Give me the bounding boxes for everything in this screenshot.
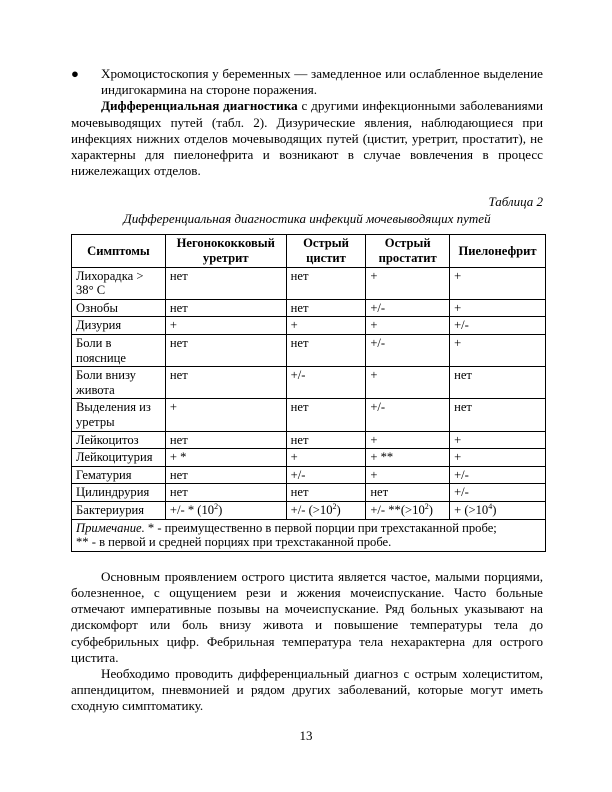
value-cell: нет bbox=[286, 431, 366, 449]
body-paragraph-1: Основным проявлением острого цистита является частое, малыми порциями, болезненное, с ощущением рези и жжения мочеиспускание. Часто больные отмечают императивные позывы на мочеиспускание. Ряд больных указывают на дискомфорт или боль внизу живота и повышение температуры тела до субфебрильных цифр. Фебрильная температура тела нехарактерна для острого цистита. bbox=[71, 568, 543, 665]
table-header-row bbox=[72, 235, 546, 267]
symptom-cell: Боли внизу живота bbox=[72, 367, 166, 399]
header-cell: Пиелонефрит bbox=[450, 235, 546, 267]
table-row bbox=[72, 484, 546, 502]
symptom-cell: Бактериурия bbox=[72, 501, 166, 519]
table-row bbox=[72, 267, 546, 299]
value-cell: + bbox=[286, 317, 366, 335]
value-cell: + * bbox=[165, 449, 286, 467]
bullet-text: Хромоцистоскопия у беременных — замедленное или ослабленное выделение индигокармина на стороне поражения. bbox=[101, 66, 543, 98]
value-cell: +/- bbox=[286, 367, 366, 399]
table-row bbox=[72, 299, 546, 317]
note-line-1: * - преимущественно в первой порции при трехстаканной пробе; bbox=[144, 520, 497, 535]
value-cell: +/- $(>10^2)$ bbox=[286, 501, 366, 519]
table-row bbox=[72, 399, 546, 431]
table-row bbox=[72, 367, 546, 399]
value-cell: +/- bbox=[366, 334, 450, 366]
value-cell: нет bbox=[165, 484, 286, 502]
value-cell: +/- bbox=[450, 317, 546, 335]
differential-heading: Дифференциальная диагностика bbox=[101, 98, 298, 114]
value-cell: + ** bbox=[366, 449, 450, 467]
value-cell: + bbox=[366, 466, 450, 484]
value-cell: нет bbox=[165, 299, 286, 317]
value-cell: нет bbox=[286, 334, 366, 366]
value-cell: нет bbox=[165, 466, 286, 484]
symptom-cell: Выделения из уретры bbox=[72, 399, 166, 431]
value-cell: нет bbox=[165, 367, 286, 399]
table-row bbox=[72, 317, 546, 335]
value-cell: + bbox=[165, 399, 286, 431]
table-row bbox=[72, 501, 546, 519]
diagnostics-table bbox=[71, 234, 546, 551]
value-cell: нет bbox=[450, 399, 546, 431]
value-cell: нет bbox=[165, 267, 286, 299]
value-cell: + bbox=[450, 431, 546, 449]
table-row bbox=[72, 431, 546, 449]
differential-paragraph bbox=[71, 98, 543, 179]
body-paragraph-2: Необходимо проводить дифференциальный диагноз с острым холециститом, аппендицитом, пневмонией и рядом других заболеваний, которые могут иметь сходную симптоматику. bbox=[71, 665, 543, 714]
symptom-cell: Лейкоцитоз bbox=[72, 431, 166, 449]
value-cell: +/- bbox=[366, 399, 450, 431]
symptom-cell: Гематурия bbox=[72, 466, 166, 484]
value-cell: +/- $**(>10^2)$ bbox=[366, 501, 450, 519]
value-cell: +/- bbox=[450, 484, 546, 502]
table-label: Таблица 2 bbox=[488, 194, 543, 210]
value-cell: + bbox=[366, 431, 450, 449]
table-row bbox=[72, 466, 546, 484]
value-cell: +/- bbox=[366, 299, 450, 317]
value-cell: нет bbox=[366, 484, 450, 502]
header-cell: Негонококковый уретрит bbox=[165, 235, 286, 267]
value-cell: нет bbox=[450, 367, 546, 399]
value-cell: нет bbox=[286, 399, 366, 431]
value-cell: + bbox=[165, 317, 286, 335]
value-cell: +/- bbox=[450, 466, 546, 484]
bullet-icon: ● bbox=[71, 66, 79, 81]
value-cell: +/- bbox=[286, 466, 366, 484]
value-cell: + bbox=[286, 449, 366, 467]
value-cell: + bbox=[450, 449, 546, 467]
bullet-paragraph bbox=[71, 66, 543, 98]
value-cell: нет bbox=[286, 299, 366, 317]
header-cell: Острый простатит bbox=[366, 235, 450, 267]
symptom-cell: Цилиндрурия bbox=[72, 484, 166, 502]
page-content bbox=[71, 66, 543, 715]
table-row bbox=[72, 449, 546, 467]
value-cell: + $(>10^4)$ bbox=[450, 501, 546, 519]
note-label: Примечание. bbox=[76, 520, 145, 535]
symptom-cell: Лейкоцитурия bbox=[72, 449, 166, 467]
value-cell: +/- * $(10^2)$ bbox=[165, 501, 286, 519]
differential-text: с другими инфекционными заболеваниями мочевыводящих путей (табл. 2). Дизурические явления, наблюдающиеся при инфекциях нижних отделов мочевыводящих путей (цистит, уретрит, простатит), не характерны для пиелонефрита и возникают в случае вовлечения в процесс нижележащих отделов. bbox=[71, 98, 544, 179]
value-cell: нет bbox=[286, 484, 366, 502]
header-cell: Симптомы bbox=[72, 235, 166, 267]
value-cell: нет bbox=[165, 334, 286, 366]
page-number: 13 bbox=[299, 728, 313, 743]
table-note-row bbox=[72, 519, 546, 551]
value-cell: + bbox=[450, 267, 546, 299]
table-note bbox=[72, 519, 546, 551]
table-row bbox=[72, 334, 546, 366]
value-cell: нет bbox=[286, 267, 366, 299]
value-cell: + bbox=[450, 334, 546, 366]
value-cell: + bbox=[366, 267, 450, 299]
symptom-cell: Боли в пояснице bbox=[72, 334, 166, 366]
symptom-cell: Ознобы bbox=[72, 299, 166, 317]
value-cell: нет bbox=[165, 431, 286, 449]
value-cell: + bbox=[366, 317, 450, 335]
note-line-2: ** - в первой и средней порциях при трехстаканной пробе. bbox=[76, 535, 392, 550]
table-title: Дифференциальная диагностика инфекций мочевыводящих путей bbox=[123, 211, 491, 227]
value-cell: + bbox=[366, 367, 450, 399]
header-cell: Острый цистит bbox=[286, 235, 366, 267]
symptom-cell: Дизурия bbox=[72, 317, 166, 335]
value-cell: + bbox=[450, 299, 546, 317]
symptom-cell: Лихорадка > 38° С bbox=[72, 267, 166, 299]
